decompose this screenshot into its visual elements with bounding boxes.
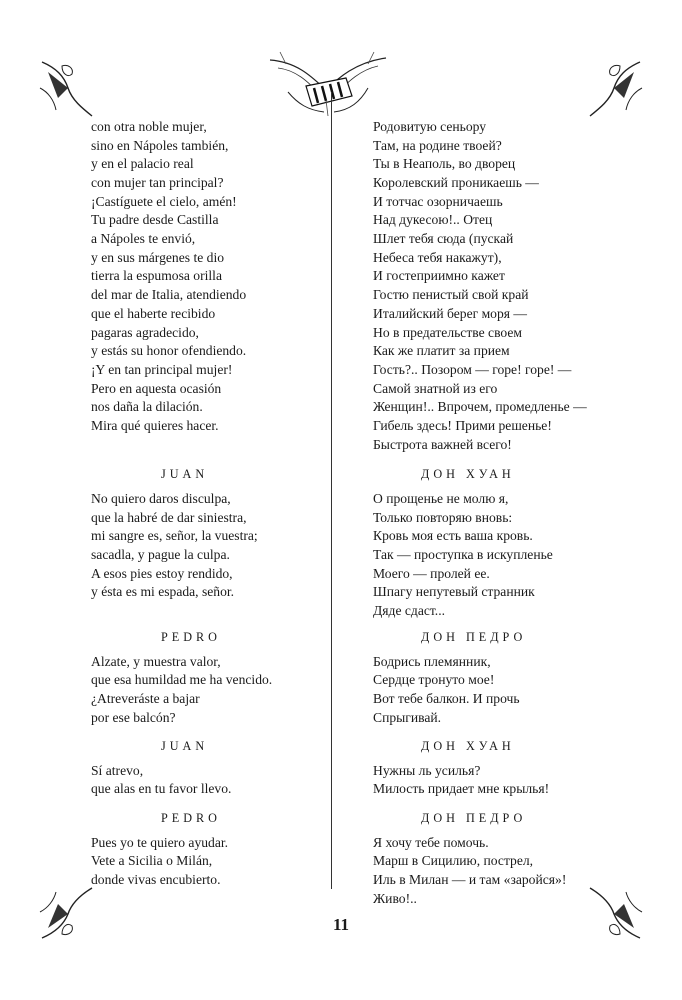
verse-line: Шлет тебя сюда (пускай <box>373 231 514 246</box>
verse-line: pagaras agradecido, <box>91 325 199 340</box>
top-left-corner-ornament-icon <box>38 58 96 120</box>
verse-line: Дяде сдаст... <box>373 603 446 618</box>
verse-line: que el haberte recibido <box>91 306 216 321</box>
verse-line: Над дукесою!.. Отец <box>373 212 493 227</box>
verse-line: Гостю пенистый свой край <box>373 287 529 302</box>
verse-line: Там, на родине твоей? <box>373 138 502 153</box>
page-number: 11 <box>332 915 350 934</box>
speaker-name: ДОН ХУАН <box>421 467 515 481</box>
verse-line: О прощенье не молю я, <box>373 491 509 506</box>
verse-line: a Nápoles te envió, <box>91 231 196 246</box>
verse-line: mi sangre es, señor, la vuestra; <box>91 528 258 543</box>
verse-line: nos daña la dilación. <box>91 399 203 414</box>
verse-line: con otra noble mujer, <box>91 119 207 134</box>
verse-line: Моего — пролей ее. <box>373 566 490 581</box>
verse-line: sino en Nápoles también, <box>91 138 229 153</box>
column-divider <box>331 92 332 889</box>
verse-line: Sí atrevo, <box>91 763 144 778</box>
verse-line: que esa humildad me ha vencido. <box>91 672 273 687</box>
verse-line: Родовитую сеньору <box>373 119 487 134</box>
verse-line: Спрыгивай. <box>373 710 442 725</box>
speaker-name: ДОН ПЕДРО <box>421 811 527 825</box>
verse-line: Вот тебе балкон. И прочь <box>373 691 520 706</box>
verse-line: Vete a Sicilia o Milán, <box>91 853 213 868</box>
verse-line: Mira qué quieres hacer. <box>91 418 219 433</box>
verse-line: Гибель здесь! Прими решенье! <box>373 418 552 433</box>
verse-line: No quiero daros disculpa, <box>91 491 231 506</box>
verse-line: Как же платит за прием <box>373 343 510 358</box>
verse-line: Королевский проникаешь — <box>373 175 539 190</box>
verse-line: Шпагу непутевый странник <box>373 584 535 599</box>
verse-line: Бодрись племянник, <box>373 654 491 669</box>
verse-line: sacadla, y pague la culpa. <box>91 547 230 562</box>
verse-line: que la habré de dar siniestra, <box>91 510 247 525</box>
verse-line: Быстрота важней всего! <box>373 437 512 452</box>
verse-line: ¡Castíguete el cielo, amén! <box>91 194 237 209</box>
verse-line: И гостеприимно кажет <box>373 268 505 283</box>
speaker-name: JUAN <box>161 739 209 753</box>
verse-line: Марш в Сицилию, пострел, <box>373 853 534 868</box>
speaker-name: ДОН ПЕДРО <box>421 630 527 644</box>
verse-line: y ésta es mi espada, señor. <box>91 584 235 599</box>
verse-line: Женщин!.. Впрочем, промедленье — <box>373 399 587 414</box>
verse-line: Ты в Неаполь, во дворец <box>373 156 516 171</box>
verse-line: por ese balcón? <box>91 710 176 725</box>
verse-line: Pero en aquesta ocasión <box>91 381 222 396</box>
speaker-name: ДОН ХУАН <box>421 739 515 753</box>
verse-line: Только повторяю вновь: <box>373 510 513 525</box>
verse-line: del mar de Italia, atendiendo <box>91 287 247 302</box>
verse-line: tierra la espumosa orilla <box>91 268 222 283</box>
verse-line: y en sus márgenes te dio <box>91 250 225 265</box>
speaker-name: JUAN <box>161 467 209 481</box>
verse-line: Самой знатной из его <box>373 381 498 396</box>
verse-line: con mujer tan principal? <box>91 175 224 190</box>
speaker-name: PEDRO <box>161 630 221 644</box>
verse-line: Но в предательстве своем <box>373 325 523 340</box>
verse-line: Иль в Милан — и там «заройся»! <box>373 872 567 887</box>
verse-line: ¿Atreveráste a bajar <box>91 691 200 706</box>
verse-line: Небеса тебя накажут), <box>373 250 502 265</box>
verse-line: Так — проступка в искупленье <box>373 547 553 562</box>
verse-line: y estás su honor ofendiendo. <box>91 343 247 358</box>
verse-line: Pues yo te quiero ayudar. <box>91 835 229 850</box>
verse-line: ¡Y en tan principal mujer! <box>91 362 233 377</box>
verse-line: Кровь моя есть ваша кровь. <box>373 528 533 543</box>
verse-line: y en el palacio real <box>91 156 194 171</box>
verse-line: Италийский берег моря — <box>373 306 528 321</box>
verse-line: И тотчас озорничаешь <box>373 194 503 209</box>
verse-line: Alzate, y muestra valor, <box>91 654 221 669</box>
verse-line: Милость придает мне крылья! <box>373 781 550 796</box>
verse-line: Сердце тронуто мое! <box>373 672 495 687</box>
verse-line: Tu padre desde Castilla <box>91 212 219 227</box>
verse-line: Гость?.. Позором — горе! горе! — <box>373 362 572 377</box>
verse-line: Нужны ль усилья? <box>373 763 481 778</box>
speaker-name: PEDRO <box>161 811 221 825</box>
verse-line: A esos pies estoy rendido, <box>91 566 233 581</box>
top-center-ornament-icon <box>268 48 388 118</box>
verse-line: Живо!.. <box>373 891 417 906</box>
verse-line: donde vivas encubierto. <box>91 872 221 887</box>
top-right-corner-ornament-icon <box>588 58 644 120</box>
verse-line: Я хочу тебе помочь. <box>373 835 489 850</box>
verse-line: que alas en tu favor llevo. <box>91 781 232 796</box>
